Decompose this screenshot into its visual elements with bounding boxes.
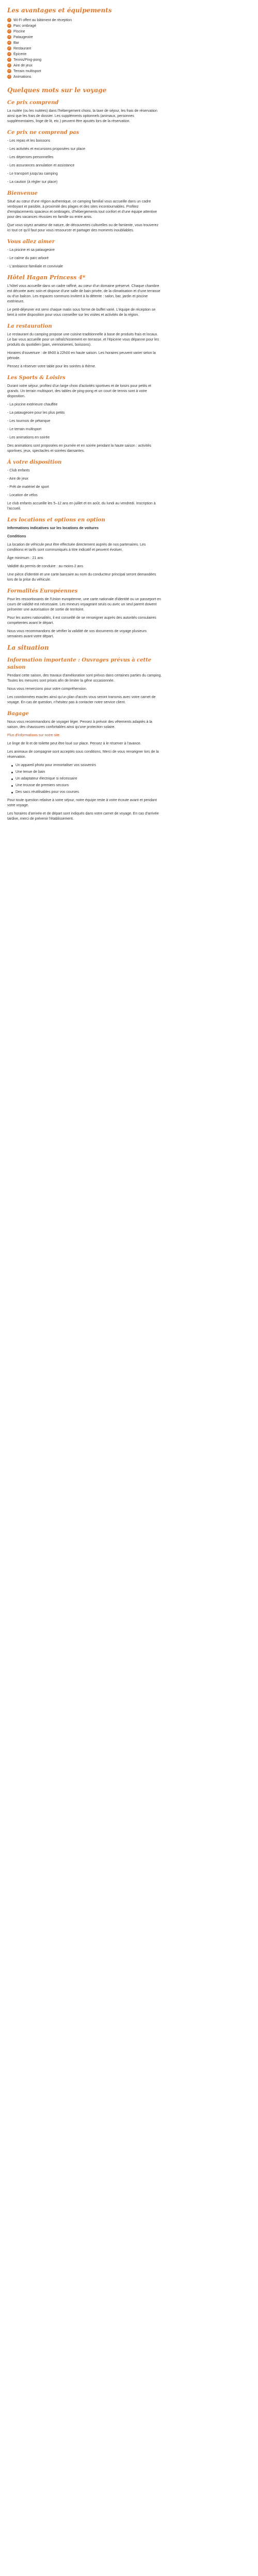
restaurant-text: Pensez à réserver votre table pour les soirées à thème. — [7, 365, 96, 368]
kids-item: - Club enfants — [7, 469, 30, 472]
list-item: ✓ Wi-Fi offert au bâtiment de réception — [8, 19, 72, 22]
check-icon: ✓ — [8, 41, 11, 44]
formalities-text: Pour les autres nationalités, il est conseillé de se renseigner auprès des autorités consulaires compétentes avant le départ. — [7, 616, 156, 625]
rentals-text: Une pièce d'identité et une carte bancaire au nom du conducteur principal seront demandées lors de la prise du véhicule. — [7, 573, 156, 582]
kids-item: - Prêt de matériel de sport — [7, 485, 49, 489]
price-excludes-item: - Les dépenses personnelles — [7, 156, 54, 159]
sports-item: - La piscine extérieure chauffée — [7, 403, 58, 406]
bullet-icon — [11, 785, 13, 787]
check-icon: ✓ — [8, 70, 11, 73]
hotel-text: Le petit-déjeuner est servi chaque matin sous forme de buffet varié. L'équipe de réception se tient à votre disposition pour vous conseiller sur les visites et activités de la région. — [7, 308, 156, 317]
list-item: ✓ Animations — [8, 75, 31, 79]
sports-text: Durant votre séjour, profitez d'un large choix d'activités sportives et de loisirs pour petits et grands. Un terrain multisport, des tables de ping-pong et un court de tennis sont à votre disposition. — [7, 384, 151, 398]
list-item: ✓ Épicerie — [8, 53, 27, 56]
you-will-love-item: - L'ambiance familiale et conviviale — [7, 265, 63, 268]
rentals-text: La location de véhicule peut être effectuée directement auprès de nos partenaires. Les conditions et tarifs sont communiqués à titre indicatif et peuvent évoluer. — [7, 543, 146, 552]
check-icon: ✓ — [8, 47, 11, 50]
luggage-list — [11, 763, 162, 795]
price-includes-title: Ce prix comprend — [7, 100, 59, 106]
rentals-title: Les locations et options en option — [7, 517, 105, 523]
list-item: Un appareil photo pour immortaliser vos souvenirs — [11, 763, 162, 768]
advantages-title: Les avantages et équipements — [7, 7, 112, 14]
formalities-text: Nous vous recommandons de vérifier la validité de vos documents de voyage plusieurs semaines avant votre départ. — [7, 630, 147, 638]
restaurant-text: Horaires d'ouverture : de 8h00 à 22h00 en haute saison. Les horaires peuvent varier selon la période. — [7, 351, 156, 360]
advantages-list — [7, 18, 162, 80]
list-item: ✓ Piscine — [8, 30, 25, 33]
kids-item: - Location de vélos — [7, 494, 38, 497]
hotel-title: Hôtel Hagan Princess 4* — [7, 274, 86, 281]
price-includes-text: La nuitée (ou les nuitées) dans l'hébergement choisi, la taxe de séjour, les frais de réservation ainsi que les frais de dossier. Les suppléments optionnels (animaux, personnes supplémentaires, linge de lit, etc.) peuvent être ajoutés lors de la réservation. — [7, 109, 157, 123]
rentals-item: Validité du permis de conduire : au moins 2 ans — [7, 565, 83, 568]
check-icon: ✓ — [8, 64, 11, 67]
luggage-text: Le linge de lit et de toilette peut être loué sur place. Pensez à le réserver à l'avance. — [7, 742, 141, 745]
restaurant-text: Le restaurant du camping propose une cuisine traditionnelle à base de produits frais et locaux. Le bar vous accueille pour un rafraîchissement en terrasse, et l'épicerie vous dépanne pour les produits du quotidien (pain, viennoiseries, boissons). — [7, 333, 159, 347]
kids-title: À votre disposition — [7, 460, 62, 465]
formalities-text: Pour les ressortissants de l'Union européenne, une carte nationale d'identité ou un passeport en cours de validité est nécessaire. Les mineurs voyageant seuls ou avec un seul parent doivent présenter une autorisation de sortie de territoire. — [7, 598, 162, 612]
list-item: Un adaptateur électrique si nécessaire — [11, 776, 162, 782]
list-item: Une tenue de bain — [11, 770, 162, 775]
list-item: Des sacs réutilisables pour vos courses — [11, 790, 162, 795]
price-excludes-item: - Les assurances annulation et assistance — [7, 164, 75, 167]
location-text: Nous vous remercions pour votre compréhension. — [7, 687, 87, 691]
content-column — [7, 2, 162, 828]
sports-item: - Les tournois de pétanque — [7, 419, 51, 423]
bullet-icon — [11, 772, 13, 773]
welcome-text: Que vous soyez amateur de nature, de découvertes culturelles ou de farniente, vous trouverez ici tout ce qu'il faut pour vous ressourcer et partager des moments inoubliables. — [7, 224, 159, 232]
check-icon: ✓ — [8, 19, 11, 22]
sports-item: - Les animations en soirée — [7, 436, 50, 439]
luggage-text: Les animaux de compagnie sont acceptés sous conditions. Merci de vous renseigner lors de la réservation. — [7, 750, 159, 759]
location-subtitle: Information importante : Ouvrages prévus à cette saison — [7, 657, 152, 670]
welcome-title: Bienvenue — [7, 191, 38, 196]
luggage-text: Pour toute question relative à votre séjour, notre équipe reste à votre écoute avant et pendant votre voyage. — [7, 799, 157, 807]
list-item: Une trousse de premiers secours — [11, 783, 162, 788]
list-item: ✓ Restaurant — [8, 47, 31, 50]
formalities-title: Formalités Européennes — [7, 588, 78, 594]
price-excludes-item: - Les activités et excursions proposées sur place — [7, 147, 85, 151]
faq-section — [7, 86, 162, 822]
bullet-icon — [11, 765, 13, 767]
rentals-item: Âge minimum : 21 ans — [7, 556, 43, 560]
check-icon: ✓ — [8, 53, 11, 56]
faq-title: Quelques mots sur le voyage — [7, 87, 107, 94]
price-excludes-title: Ce prix ne comprend pas — [7, 130, 79, 135]
more-info-link[interactable]: Plus d'informations sur notre site — [7, 734, 60, 737]
check-icon: ✓ — [8, 36, 11, 39]
location-title: La situation — [7, 644, 49, 651]
location-text: Pendant cette saison, des travaux d'amélioration sont prévus dans certaines parties du camping. Toutes les mesures sont prises afin de limiter la gêne occasionnée. — [7, 674, 162, 683]
you-will-love-item: - Le calme du parc arboré — [7, 257, 49, 260]
location-text: Les coordonnées exactes ainsi qu'un plan d'accès vous seront transmis avec votre carnet de voyage. En cas de question, n'hésitez pas à contacter notre service client. — [7, 696, 156, 704]
list-item: ✓ Bar — [8, 41, 19, 45]
list-item: ✓ Parc ombragé — [8, 24, 36, 28]
list-item: ✓ Pataugeoire — [8, 36, 33, 39]
luggage-text: Les horaires d'arrivée et de départ sont indiqués dans votre carnet de voyage. En cas d'arrivée tardive, merci de prévenir l'établissement. — [7, 812, 159, 821]
sports-item: - Le terrain multisport — [7, 428, 42, 431]
luggage-text: Nous vous recommandons de voyager léger. Pensez à prévoir des vêtements adaptés à la saison, des chaussures confortables ainsi qu'une protection solaire. — [7, 720, 152, 729]
sports-item: - La pataugeoire pour les plus petits — [7, 411, 65, 415]
kids-item: - Aire de jeux — [7, 477, 28, 481]
rentals-subtitle: Conditions — [7, 535, 26, 538]
restaurant-title: La restauration — [7, 324, 52, 329]
bullet-icon — [11, 792, 13, 793]
check-icon: ✓ — [8, 75, 11, 78]
price-excludes-item: - Les repas et les boissons — [7, 139, 51, 143]
sports-title: Les Sports & Loisirs — [7, 375, 66, 381]
bullet-icon — [11, 778, 13, 780]
welcome-text: Situé au cœur d'une région authentique, ce camping familial vous accueille dans un cadre verdoyant et paisible, à proximité des plages et des sites incontournables. Profitez d'emplacements spacieux et ombragés, d'hébergements tout confort et d'une équipe attentive pour des vacances réussies en famille ou entre amis. — [7, 200, 157, 219]
you-will-love-item: - La piscine et sa pataugeoire — [7, 248, 55, 252]
price-excludes-item: - Le transport jusqu'au camping — [7, 172, 58, 176]
sports-text: Des animations sont proposées en journée et en soirée pendant la haute saison : activités sportives, jeux, spectacles et soirées dansantes. — [7, 444, 152, 453]
kids-text: Le club enfants accueille les 5–12 ans en juillet et en août, du lundi au vendredi. Inscription à l'accueil. — [7, 502, 156, 511]
hotel-text: L'hôtel vous accueille dans un cadre raffiné, au cœur d'un domaine préservé. Chaque chambre est décorée avec soin et dispose d'une salle de bain privée, de la climatisation et d'une terrasse ou d'un balcon. Les espaces communs invitent à la détente : salon, bar, jardin et piscine extérieure. — [7, 284, 160, 303]
check-icon: ✓ — [8, 24, 11, 27]
price-excludes-item: - La caution (à régler sur place) — [7, 180, 58, 184]
luggage-title: Bagage — [7, 711, 29, 717]
list-item: ✓ Terrain multisport — [8, 70, 41, 73]
you-will-love-title: Vous allez aimer — [7, 239, 55, 245]
list-item: ✓ Tennis/Ping-pong — [8, 58, 42, 62]
rentals-text: Informations indicatives sur les locations de voitures — [7, 527, 99, 530]
advantages-section — [7, 6, 162, 80]
check-icon: ✓ — [8, 30, 11, 33]
list-item: ✓ Aire de jeux — [8, 64, 33, 67]
check-icon: ✓ — [8, 58, 11, 61]
